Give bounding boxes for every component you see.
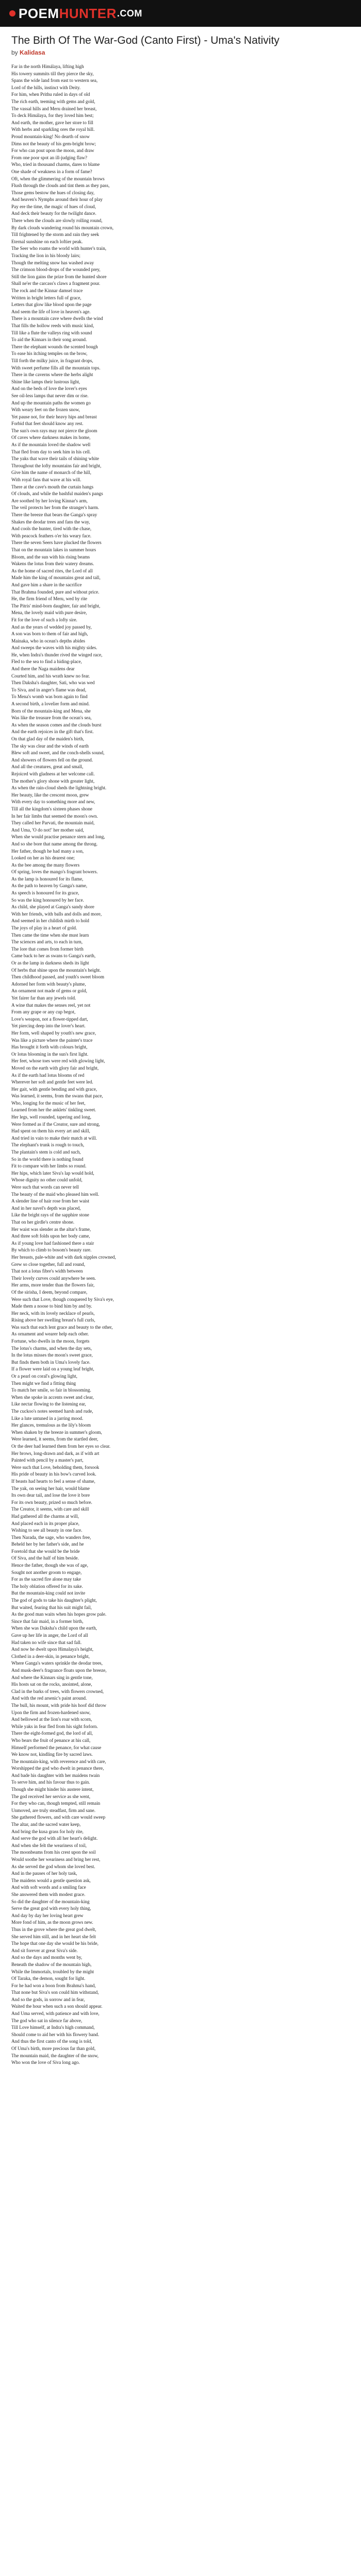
poem-line: From one poor spot an ill-judging flaw? (11, 155, 87, 160)
poem-line: Worshipped the god who dwelt in penance there, (11, 1766, 104, 1771)
poem-line: His towery summits till they pierce the sky, (11, 71, 94, 76)
poem-line: And so the gods, in sorrow and in fear, (11, 1996, 85, 2002)
poem-line: Of caves where darkness makes its home, (11, 435, 91, 440)
poem-line: To Siva, and in anger's flame was dead, (11, 687, 87, 692)
poem-title: The Birth Of The War-God (Canto First) - Uma's Nativity (11, 35, 280, 46)
poem-line: With sweet perfume fills all the mountain tops. (11, 365, 101, 370)
poem-line: Wakens the lotus from their watery dreams. (11, 561, 94, 567)
poem-line: For as the sacred fire alone may take (11, 1577, 81, 1582)
poem-line: The sciences and arts, to each in turn, (11, 939, 83, 945)
poem-line: And in her navel's depth was placed, (11, 1205, 81, 1211)
poem-line: Like a lute untuned in a jarring mood. (11, 1415, 84, 1421)
poem-line: To match her smile, so fair in blossoming. (11, 1387, 91, 1393)
poem-line: More fond of him, as the moon grows new. (11, 1920, 93, 1925)
poem-line: But finds them both in Uma's lovely face. (11, 1359, 91, 1365)
poem-line: Shakes the deodar trees and fans the way, (11, 519, 90, 524)
poem-line: And day by day her loving heart grew (11, 1912, 84, 1918)
poem-line: And serve the god with all her heart's delight. (11, 1836, 98, 1841)
poem-line: Or as the lamp in darkness sheds its light (11, 960, 89, 965)
poem-line: As the bee among the many flowers (11, 862, 80, 868)
poem-line: Were such that Love, though conquered by Siva's eye, (11, 1296, 114, 1302)
poem-line: The hope that one day she would be his bride, (11, 1941, 99, 1946)
poem-line: As she served the god whom she loved best. (11, 1863, 95, 1869)
poem-line: Rising above her swelling breast's full curls, (11, 1317, 95, 1323)
poem-line: With royal fans that wave at his will. (11, 477, 81, 483)
poem-line: That fills the hollow reeds with music kind, (11, 323, 94, 328)
poem-line: Yet piercing deep into the lover's heart. (11, 1023, 86, 1029)
poem-line: To Mena's womb was born again to find (11, 694, 88, 700)
poem-line: The veil protects her from the stranger's harm. (11, 505, 100, 511)
poem-line: In the lotus misses the moon's sweet grace, (11, 1352, 93, 1358)
poem-line: The Pitris' mind-born daughter, fair and bright, (11, 603, 101, 608)
poem-line: They called her Parvati, the mountain maid, (11, 820, 95, 826)
poem-line: With weary feet on the frozen snow, (11, 407, 80, 413)
poem-line: Their lovely curves could anywhere be seen. (11, 1275, 96, 1281)
logo-text-com: .COM (117, 8, 142, 19)
poem-line: Blew soft and sweet, and the conch-shells sound, (11, 750, 105, 756)
logo-text-hunter: HUNTER (59, 5, 117, 21)
poem-line: The yaks that wave their tails of shining white (11, 456, 99, 462)
poem-line: Were such that Love, beholding them, forsook (11, 1464, 100, 1470)
poem-line: Beneath the shadow of the mountain high, (11, 1961, 92, 1967)
poem-line: The god of gods to take his daughter's plight, (11, 1598, 97, 1603)
poem-line: So did the daughter of the mountain-king (11, 1899, 90, 1904)
poem-line: Proud mountain-king! No dearth of snow (11, 133, 90, 139)
poem-line: Bloom, and the sun with his rising beams (11, 554, 90, 560)
poem-line: And earth, the mother, gave her store to fill (11, 120, 93, 125)
poem-line: Fortune, who dwells in the moon, forgets (11, 1338, 90, 1344)
poem-line: Though the melting snow has washed away (11, 260, 94, 265)
poem-line: And cools the hunter, tired with the chase, (11, 526, 92, 532)
poem-line: When she spoke in accents sweet and clear, (11, 1394, 94, 1400)
poem-line: The yak, on seeing her hair, would blame (11, 1485, 90, 1491)
poem-line: And bellowed at the lion's roar with scorn, (11, 1717, 92, 1722)
poem-line: With peacock feathers o'er his weary face. (11, 533, 92, 538)
poem-line: That Brahma founded, pure and without price. (11, 589, 100, 595)
poem-line: Of spring, loves the mango's fragrant bowers. (11, 869, 98, 875)
poem-line: The rock and the Kinnar damsel trace (11, 288, 83, 293)
poem-line: When she was Daksha's child upon the earth, (11, 1625, 97, 1631)
poem-line: Lord of the hills, instinct with Deity. (11, 84, 81, 90)
poem-line: Then Narada, the sage, who wanders free, (11, 1534, 91, 1540)
poem-line: From any grape or any cup begot, (11, 1009, 76, 1015)
poem-line: Her feet, whose toes were red with glowing light, (11, 1058, 105, 1064)
poem-line: He, when Indra's thunder rived the winged race, (11, 652, 103, 657)
poem-line: She answered them with modest grace. (11, 1891, 86, 1897)
poem-line: As ornament and wearer help each other. (11, 1331, 89, 1337)
poem-line: Forbid that feet should know any rest. (11, 421, 84, 427)
poem-line: Should come to aid her with his flowery band. (11, 2031, 100, 2037)
poem-line: And Uma served, with patience and with love, (11, 2011, 100, 2016)
poem-line: While the Immortals, troubled by the might (11, 1969, 94, 1974)
poem-line: And in the pauses of her holy task, (11, 1871, 77, 1876)
poem-line: That fled from day to seek him in his cell. (11, 449, 91, 454)
poem-line: And where the Kinnars sing in gentle tone, (11, 1674, 93, 1680)
poem-content (0, 27, 361, 2077)
poem-line: And on the beds of love the lover's eyes (11, 386, 87, 392)
poem-line: Of Uma's birth, more precious far than gold, (11, 2046, 96, 2052)
poem-line: The god who sat in silence far above, (11, 2018, 83, 2023)
poem-line: The crimson blood-drops of the wounded prey, (11, 267, 101, 273)
poem-line: Courted him, and his wrath knew no fear. (11, 673, 90, 679)
poem-line: Thus in the grove where the great god dwelt, (11, 1926, 96, 1932)
poem-line: Beheld her by her father's side, and he (11, 1541, 84, 1547)
poem-line: On that glad day of the maiden's birth, (11, 736, 84, 741)
poem-line: Her legs, well rounded, tapering and long, (11, 1114, 91, 1120)
poem-line: The mother's glory shone with greater light, (11, 778, 95, 784)
poem-line: And gave him a share in the sacrifice (11, 582, 82, 587)
poem-line: Dims not the beauty of his gem-bright brow; (11, 141, 96, 146)
poem-line: Himself performed the penance, for what cause (11, 1744, 102, 1750)
poem-line: Fit to compare with her limbs so round. (11, 1163, 87, 1169)
poem-line: The elephant's trunk is rough to touch, (11, 1142, 85, 1148)
poem-line: Foretold that she would be the bride (11, 1548, 80, 1554)
poem-line: Were formed as if the Creator, sure and strong, (11, 1121, 100, 1127)
poem-line: Or the deer had learned them from her eyes so clear. (11, 1443, 111, 1449)
poem-line: And heaven's Nymphs around their hour of play (11, 197, 103, 202)
poem-line: We know not, kindling fire by sacred laws. (11, 1752, 93, 1757)
poem-line: If a flower were laid on a young leaf bright, (11, 1366, 94, 1372)
poem-line: Rejoiced with gladness at her welcome call. (11, 771, 95, 776)
site-header (0, 0, 361, 27)
poem-line: That on her girdle's centre shone. (11, 1219, 75, 1225)
poem-line: And so the days and months went by, (11, 1955, 83, 1960)
poem-line: Was learned, it seems, from the swans that pace, (11, 1093, 103, 1099)
poem-line: Yet fairer far than any jewels told. (11, 995, 76, 1001)
poem-line: As the path to heaven by Ganga's name, (11, 883, 88, 889)
poem-line: And showers of flowers fell on the ground. (11, 757, 93, 762)
poem-line: Would soothe her weariness and bring her rest, (11, 1857, 101, 1862)
poem-line: Who, tried in thousand charms, dares to blame (11, 162, 100, 167)
poem-line: Her breasts, pale-white and with dark nipples crowned, (11, 1254, 116, 1260)
poem-line: With every day to something more and new, (11, 799, 95, 805)
byline-prefix: by (11, 49, 18, 56)
poem-line: Was like a picture where the painter's trace (11, 1037, 93, 1043)
poem-line: When shaken by the breeze in summer's gloom, (11, 1429, 102, 1435)
poem-line: She gathered flowers, and with care would sweep (11, 1815, 106, 1820)
poem-line: And as the years of wedded joy passed by, (11, 624, 92, 630)
poem-line: Give him the name of monarch of the hill, (11, 470, 91, 476)
poem-line: Are soothed by her loving Kinnar's arm, (11, 498, 88, 503)
poem-line: Of the sirisha, I deem, beyond compare, (11, 1289, 88, 1295)
poem-line: There the eight-formed god, the lord of all, (11, 1731, 93, 1736)
poem-line: Made him the king of mountains great and tall, (11, 575, 101, 581)
poem-line: Shine like lamps their lustrous light, (11, 379, 80, 384)
poem-line: Sought not another groom to engage, (11, 1569, 82, 1575)
poem-line: Then Daksha's daughter, Sati, who was wed (11, 680, 95, 686)
poem-line: Had gathered all the charms at will, (11, 1513, 79, 1519)
poem-line: Her gait, with gentle bending and with grace, (11, 1086, 97, 1092)
poem-line: To ease his itching temples on the brow, (11, 351, 88, 357)
poem-line: And sweeps the waves with his mighty sides. (11, 645, 97, 651)
poem-line: Till frightened by the storm and rain they seek (11, 232, 100, 238)
poem-line: Who won the love of Siva long ago. (11, 2060, 80, 2065)
poem-line: So was the king honoured by her face. (11, 897, 84, 903)
poem-line: If beasts had hearts to feel a sense of shame, (11, 1478, 95, 1484)
poem-line: But the mountain-king could not invite (11, 1590, 86, 1596)
poem-line: The god received her service as she went, (11, 1793, 91, 1799)
poem-line: And deck their beauty for the twilight dance. (11, 211, 96, 216)
poem-line: And bade his daughter with her maidens twain (11, 1772, 100, 1778)
poem-line: Her arms, more tender than the flowers fair, (11, 1282, 95, 1288)
poem-line: The lotus's charms, and when the day sets, (11, 1345, 92, 1351)
poem-line: Still the lion gains the prize from the hunted shore (11, 274, 107, 279)
poem-line: Love's weapon, not a flower-tipped dart, (11, 1016, 88, 1022)
poem-line: Shall ne'er the carcass's claws a fragment pour. (11, 281, 101, 286)
poem-line: Grew so close together, full and round, (11, 1261, 86, 1267)
poem-line: The sun's own rays may not pierce the gloom (11, 428, 97, 433)
logo-mark-icon (9, 10, 15, 16)
poem-line: And with soft words and a smiling face (11, 1885, 86, 1890)
poem-line: As if young love had fashioned there a stair (11, 1240, 94, 1246)
poem-line: So in the world there is nothing found (11, 1156, 84, 1162)
poem-line: Far in the north Himálaya, lifting high (11, 64, 84, 69)
poem-line: Like the bright rays of the sapphire stone (11, 1212, 89, 1218)
poem-line: There the breeze that bears the Ganga's spray (11, 512, 97, 517)
poem-line: Who bears the fruit of penance at his call, (11, 1737, 91, 1743)
poem-line: She served him still, and in her heart she felt (11, 1934, 96, 1939)
poem-line: Where Ganga's waters sprinkle the deodar trees, (11, 1660, 103, 1666)
poem-line: Till Love himself, at Indra's high command, (11, 2025, 95, 2030)
poem-line: Since that fair maid, in a former birth, (11, 1618, 84, 1624)
poem-line: Written in bright letters full of grace, (11, 295, 81, 300)
poem-line: That none but Siva's son could him withstand, (11, 1990, 99, 1995)
poem-line: There the elephant wounds the scented bough (11, 344, 98, 349)
poem-line: And placed each in its proper place, (11, 1520, 79, 1526)
poem-line: Till all the kingdom's sixteen phases shone (11, 806, 92, 811)
poem-line: As when the season comes and the clouds burst (11, 722, 102, 727)
poem-line: His pride of beauty in his bow's curved look. (11, 1471, 96, 1477)
poem-line: When she would practise penance stern and long, (11, 834, 105, 840)
poem-line: The holy oblation offered for its sake. (11, 1583, 83, 1589)
poem-line: And seemed in her childish mirth to hold (11, 918, 89, 924)
poem-line: Though she might hinder his austere intent, (11, 1787, 94, 1792)
poem-line: Born of the mountain-king and Mena, she (11, 708, 91, 714)
poem-line: As the lamp is honoured for its flame, (11, 876, 84, 882)
poem-line: Tracking the lion in his bloody lairs; (11, 253, 80, 259)
poem-line: And thus the first canto of the song is told, (11, 2039, 92, 2044)
poem-line: Its own dear tail, and lose the love it bore (11, 1493, 90, 1498)
poem-line: The sky was clear and the winds of earth (11, 743, 89, 749)
poem-line: There at the cave's mouth the curtain hangs (11, 484, 94, 489)
poem-line: Her waist was slender as the altar's frame, (11, 1226, 91, 1232)
poem-byline (11, 49, 350, 56)
poem-line: Like nectar flowing to the listening ear, (11, 1401, 86, 1407)
poem-line: The Creator, it seems, with care and skill (11, 1506, 89, 1512)
poem-line: Of Taraka, the demon, sought for light. (11, 1976, 86, 1981)
poem-line: Whose dignity no other could unfold, (11, 1177, 83, 1183)
poem-line: And seem the life of love in heaven's age. (11, 309, 91, 314)
site-logo[interactable] (9, 6, 142, 22)
poem-line: Had taken no wife since that sad fall. (11, 1639, 82, 1645)
poem-line: Learned from her the anklets' tinkling sweet. (11, 1107, 96, 1113)
poem-line: While yaks in fear fled from his sight forlorn. (11, 1723, 98, 1729)
poem-line: Yet pause not, for their heavy hips and breast (11, 414, 97, 419)
poem-line: Then might we find a fitting thing (11, 1380, 76, 1386)
poem-line: There when the clouds are slowly rolling round, (11, 218, 103, 224)
poem-line: Throughout the lofty mountains fair and bright, (11, 463, 102, 468)
poem-line: The maidens would a gentle question ask, (11, 1877, 91, 1883)
poem-line: And all the creatures, great and small, (11, 764, 84, 770)
poem-line: Made them a noose to bind him by and by. (11, 1303, 92, 1309)
poem-line: Eternal sunshine on each loftier peak. (11, 239, 83, 244)
poem-line: Flush through the clouds and tint them as they pass, (11, 183, 110, 189)
poem-line: See oil-less lamps that never dim or rise. (11, 393, 89, 398)
poem-line: And there the Naga maidens dear (11, 666, 75, 672)
poem-line: To serve him, and his favour thus to gain. (11, 1780, 90, 1785)
poem-line: That not a lotus fibre's width between (11, 1268, 83, 1274)
poem-line: Her father, though he had many a son, (11, 848, 84, 854)
poem-line: For they who can, though tempted, still remain (11, 1801, 101, 1806)
poem-line: As if the earth had lotus blooms of red (11, 1072, 85, 1078)
poem-line: And sit forever at great Siva's side. (11, 1947, 78, 1953)
author-link[interactable]: Kalidasa (20, 49, 45, 56)
poem-line: The cuckoo's notes seemed harsh and rude, (11, 1409, 93, 1414)
poem-line: Came back to her as swans to Ganga's earth, (11, 953, 96, 959)
poem-line: A son was born to them of fair and high, (11, 631, 88, 637)
poem-line: Her hips, which later Siva's lap would hold, (11, 1170, 94, 1176)
poem-line: As the home of sacred rites, the Lord of all (11, 568, 93, 573)
poem-line: That on the mountain lakes in summer hours (11, 547, 96, 552)
poem-line: An ornament not made of gems or gold, (11, 988, 87, 994)
poem-line: Or lotus blooming in the sun's first light. (11, 1051, 89, 1057)
poem-line: Painted with pencil by a master's part, (11, 1458, 84, 1463)
poem-line: And up the mountain paths the women go (11, 400, 91, 405)
poem-line: And musk-deer's fragrance floats upon the breeze, (11, 1667, 107, 1673)
poem-line: In her fair limbs that seemed the moon's own. (11, 813, 98, 819)
poem-line: Her beauty, like the crescent moon, grew (11, 792, 89, 798)
poem-line: Clothed in a deer-skin, in penance bright, (11, 1653, 90, 1659)
poem-line: He, the firm friend of Meru, wed by rite (11, 596, 87, 602)
poem-line: And when she felt the weariness of toil, (11, 1842, 87, 1848)
poem-line: There in the caverns where the herbs alight (11, 372, 93, 378)
poem-line: Her glances, tremulous as the lily's bloom (11, 1422, 91, 1428)
poem-line: Wishing to see all beauty in one face. (11, 1528, 83, 1533)
poem-line: The moonbeams from his crest upon the soil (11, 1850, 96, 1855)
poem-line: Pay ere the time, the magic of hues of cloud, (11, 204, 96, 209)
poem-line: Those gems bestow the hues of closing day, (11, 190, 95, 195)
poem-line: The vassal hills and Meru drained her breast, (11, 106, 97, 111)
poem-line: As when the rain-cloud sheds the lightning bright. (11, 785, 107, 791)
poem-line: With her friends, with balls and dolls and more, (11, 911, 102, 917)
poem-line: And now he dwelt upon Himalaya's height, (11, 1647, 94, 1652)
poem-line: Then childhood passed, and youth's sweet bloom (11, 974, 105, 980)
poem-line: To aid the Kinnars in their song around. (11, 337, 87, 343)
poem-line: A slender line of hair rose from her waist (11, 1198, 90, 1204)
poem-line: For who can pout upon the moon, and draw (11, 148, 94, 154)
poem-line: For him, when Prithu ruled in days of old (11, 92, 90, 97)
poem-line: As if the mountain loved the shadow well (11, 442, 91, 448)
poem-line: Looked on her as his dearest one; (11, 855, 75, 861)
poem-line: Gave up her life in anger, the Lord of all (11, 1633, 88, 1638)
poem-line: Her form, well shaped by youth's new grace, (11, 1030, 96, 1036)
poem-line: Of Siva, and the half of him beside. (11, 1555, 79, 1561)
poem-line: Mena, the lovely maid with pure desire, (11, 610, 87, 616)
poem-line: As child, she played at Ganga's sandy shore (11, 904, 94, 910)
poem-line: Fled to the sea to find a hiding-place, (11, 659, 82, 665)
poem-line: Moved on the earth with glory fair and bright, (11, 1065, 99, 1071)
poem-line: For he had won a boon from Brahma's hand, (11, 1982, 96, 1988)
poem-line: The rich earth, teeming with gems and gold, (11, 98, 95, 104)
poem-line: Her brows, long-drawn and dark, as if with art (11, 1450, 100, 1456)
logo-text-poem: POEM (19, 5, 59, 21)
poem-line: To deck Himálaya, for they loved him best; (11, 113, 94, 118)
poem-line: As speech is honoured for its grace, (11, 890, 79, 896)
poem-line: Till like a flute the valleys ring with sound (11, 330, 92, 335)
poem-line: And three soft folds upon her body came, (11, 1233, 90, 1239)
poem-line: Serve the great god with every holy thing, (11, 1906, 91, 1911)
poem-line: Had spent on them his every art and skill, (11, 1128, 90, 1134)
poem-line: Of clouds, and while the bashful maiden's pangs (11, 491, 103, 497)
poem-line: One shade of weakness in a form of fame? (11, 168, 92, 174)
poem-line: Her neck, with its lovely necklace of pearls, (11, 1310, 95, 1316)
poem-line: Of herbs that shine upon the mountain's height. (11, 967, 101, 973)
poem-line: With herbs and sparkling ores the royal hill. (11, 127, 95, 132)
poem-line: Or a pearl on coral's glowing light, (11, 1374, 77, 1379)
poem-line: Spans the wide land from east to western sea, (11, 78, 98, 83)
poem-line: The lore that comes from former birth (11, 946, 84, 952)
poem-line: Till forth the milky juice, in fragrant drops, (11, 358, 93, 363)
poem-line: The Seer who roams the world with hunter's train, (11, 246, 107, 251)
poem-line: And the earth rejoices in the gift that's first. (11, 729, 94, 735)
poem-line: And Uma, 'O do not!' her mother said, (11, 827, 84, 833)
poem-line: And with the red arsenic's paint around. (11, 1696, 87, 1701)
poem-line: Clad in the barks of trees, with flowers crowned, (11, 1688, 104, 1694)
poem-line: Then came the time when she must learn (11, 932, 89, 938)
poem-line: There is a mountain cave where dwells the wind (11, 316, 103, 321)
poem-line: Were learned, it seems, from the startled deer, (11, 1436, 99, 1442)
poem-line: Wherever her soft and gentle feet were led. (11, 1079, 93, 1085)
poem-line: Upon the firm and frozen-hardened snow, (11, 1709, 91, 1715)
poem-line: The mountain-king, with reverence and with care, (11, 1758, 106, 1764)
poem-line: And bring the kusa grass for holy rite, (11, 1828, 84, 1834)
poem-line: Unmoved, are truly steadfast, firm and sane. (11, 1807, 96, 1813)
poem-line: But waited, fearing that his suit might fail, (11, 1604, 92, 1610)
poem-line: And tried in vain to make their match at will. (11, 1135, 97, 1141)
poem-line: The mountain maid, the daughter of the snow, (11, 2053, 99, 2058)
poem-line: A wine that makes the senses reel, yet not (11, 1002, 91, 1008)
poem-line: Were such that words can never tell (11, 1184, 79, 1190)
poem-line: Fit for the love of such a lofty sire. (11, 617, 77, 622)
poem-line: Oft, when the glimmering of the mountain brows (11, 176, 105, 181)
poem-line: The plantain's stem is cold and such, (11, 1149, 81, 1155)
poem-line: Has brought it forth with colours bright, (11, 1044, 88, 1050)
poem-line: The beauty of the maid who pleased him well. (11, 1191, 100, 1197)
poem-line: His hosts sat on the rocks, anointed, alone, (11, 1682, 92, 1687)
poem-line: Adorned her form with beauty's plume, (11, 981, 86, 987)
poem-line: Was like the treasure from the ocean's sea, (11, 715, 92, 721)
poem-line: Was such that each lent grace and beauty to the other, (11, 1324, 113, 1330)
poem-line: There the seven Seers have plucked the flowers (11, 540, 102, 546)
poem-line: A second birth, a lovelier form and mind. (11, 701, 90, 707)
poem-line: Hence the father, though she was of age, (11, 1563, 88, 1568)
poem-line: Who, longing for the music of her feet, (11, 1100, 86, 1106)
poem-line: By which to climb to bosom's beauty rare. (11, 1247, 92, 1253)
poem-line: Letters that glow like blood upon the page (11, 302, 92, 308)
poem-body (11, 63, 350, 2066)
poem-line: Mainaka, who in ocean's depths abides (11, 638, 86, 643)
poem-line: The joys of play in a heart of gold. (11, 925, 77, 931)
poem-line: Waited the hour when such a son should appear. (11, 2004, 103, 2009)
poem-line: The bull, his mount, with pride his hoof did throw (11, 1702, 106, 1708)
poem-line: As the good man waits when his hopes grow pale. (11, 1612, 107, 1617)
poem-line: And so she bore that name among the throng. (11, 841, 98, 846)
poem-line: By dark clouds wandering round his mountain crown, (11, 225, 114, 230)
poem-line: For its own beauty, prized so much before. (11, 1499, 92, 1505)
poem-line: The altar, and the sacred water keep, (11, 1822, 81, 1827)
